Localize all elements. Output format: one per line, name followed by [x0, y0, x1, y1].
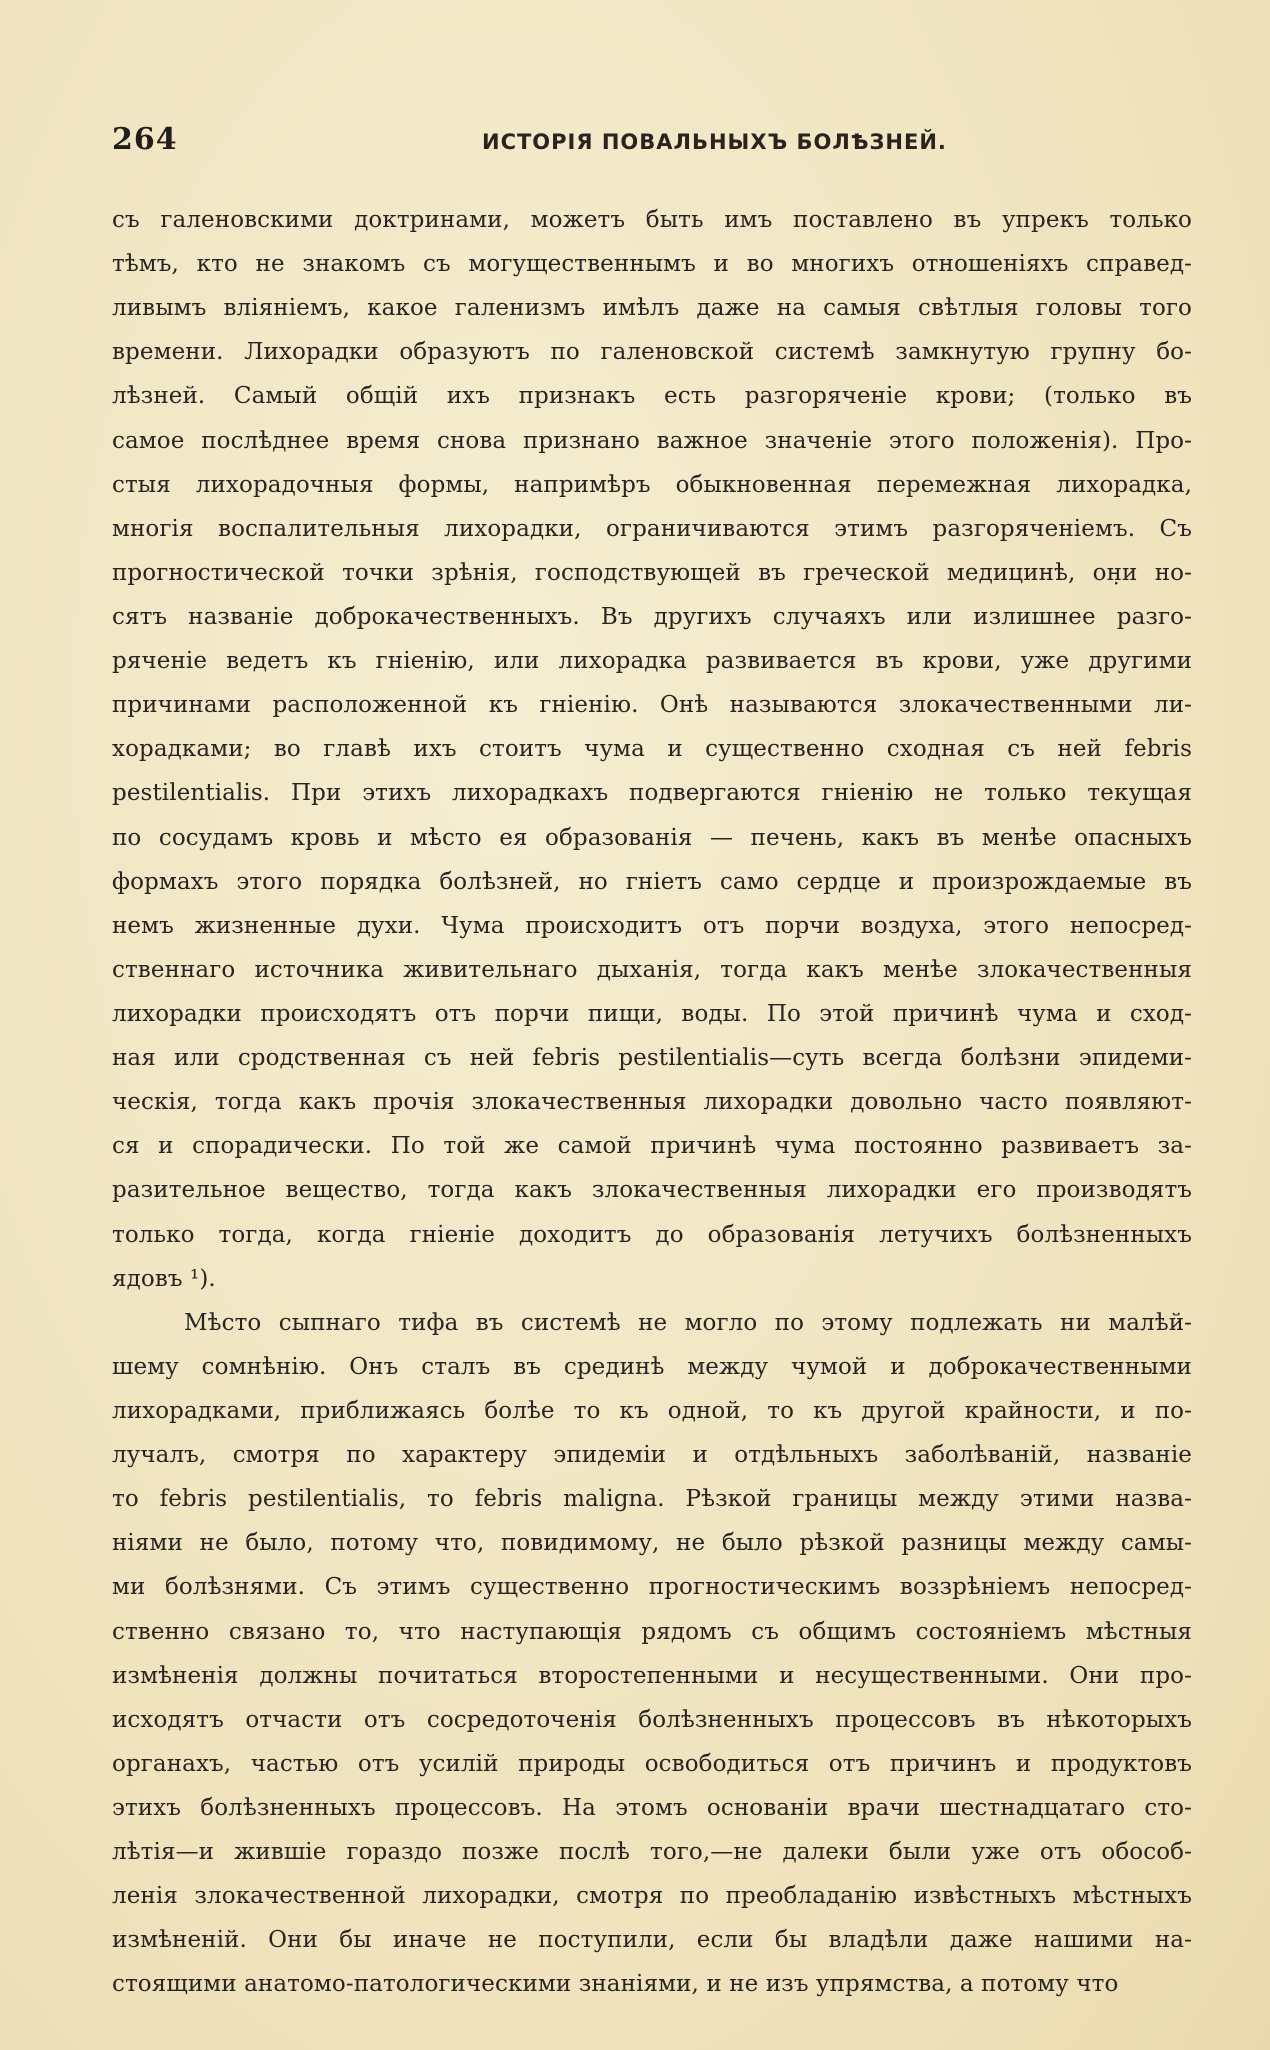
text-line: ряченіе ведетъ къ гніенію, или лихорадка развивается въ крови, уже другими: [112, 648, 1192, 675]
text-line: ядовъ ¹).: [112, 1265, 216, 1292]
text-line: лихорадки происходятъ отъ порчи пищи, воды. По этой причинѣ чума и сход-: [112, 1000, 1192, 1027]
text-line: ственнаго источника живительнаго дыханія, тогда какъ менѣе злокачественныя: [112, 956, 1192, 983]
text-line: шему сомнѣнію. Онъ сталъ въ срединѣ между чумой и доброкачественными: [112, 1353, 1192, 1380]
text-line: ная или сродственная съ ней febris pestilentialis—суть всегда болѣзни эпидеми-: [112, 1045, 1192, 1072]
text-line: лучалъ, смотря по характеру эпидеміи и отдѣльныхъ заболѣваній, названіе: [112, 1442, 1192, 1469]
running-title: ИСТОРІЯ ПОВАЛЬНЫХЪ БОЛѢЗНЕЙ.: [482, 130, 947, 154]
text-line: ніями не было, потому что, повидимому, не было рѣзкой разницы между самы-: [112, 1530, 1192, 1557]
text-line: ленія злокачественной лихорадки, смотря по преобладанію извѣстныхъ мѣстныхъ: [112, 1883, 1192, 1910]
text-line: лихорадками, приближаясь болѣе то къ одной, то къ другой крайности, и по-: [112, 1397, 1192, 1424]
text-line: сятъ названіе доброкачественныхъ. Въ другихъ случаяхъ или излишнее разго-: [112, 603, 1192, 630]
text-line: причинами расположенной къ гніенію. Онѣ называются злокачественными ли-: [112, 692, 1192, 719]
text-line: ми болѣзнями. Съ этимъ существенно прогностическимъ воззрѣніемъ непосред-: [112, 1574, 1192, 1601]
body-text: [112, 198, 1192, 2006]
page-header: [112, 122, 1192, 166]
text-line: разительное вещество, тогда какъ злокачественныя лихорадки его производятъ: [112, 1177, 1192, 1204]
text-line: исходятъ отчасти отъ сосредоточенія болѣзненныхъ процессовъ въ нѣкоторыхъ: [112, 1706, 1192, 1733]
text-line: формахъ этого порядка болѣзней, но гніетъ само сердце и произрождаемые въ: [112, 868, 1192, 895]
text-line: прогностической точки зрѣнія, господствующей въ греческой медицинѣ, он̣и но-: [112, 559, 1192, 586]
text-line: многія воспалительныя лихорадки, ограничиваются этимъ разгоряченіемъ. Съ: [112, 515, 1192, 542]
text-line: ческія, тогда какъ прочія злокачественныя лихорадки довольно часто появляют-: [112, 1089, 1192, 1116]
text-line: тѣмъ, кто не знакомъ съ могущественнымъ и во многихъ отношеніяхъ справед-: [112, 251, 1192, 278]
text-line: стыя лихорадочныя формы, напримѣръ обыкновенная перемежная лихорадка,: [112, 471, 1192, 498]
text-line: органахъ, частью отъ усилій природы освободиться отъ причинъ и продуктовъ: [112, 1750, 1192, 1777]
text-line: лѣзней. Самый общій ихъ признакъ есть разгоряченіе крови; (только въ: [112, 383, 1192, 410]
text-line: ливымъ вліяніемъ, какое галенизмъ имѣлъ даже на самыя свѣтлыя головы того: [112, 295, 1192, 322]
page-number: 264: [112, 122, 178, 157]
text-line: самое послѣднее время снова признано важное значеніе этого положенія). Про-: [112, 427, 1192, 454]
text-line: ственно связано то, что наступающія рядомъ съ общимъ состояніемъ мѣстныя: [112, 1618, 1192, 1645]
text-line: немъ жизненные духи. Чума происходитъ отъ порчи воздуха, этого непосред-: [112, 912, 1192, 939]
text-line: Мѣсто сыпнаго тифа въ системѣ не могло по этому подлежать ни малѣй-: [184, 1309, 1192, 1336]
text-line: лѣтія—и жившіе гораздо позже послѣ того,—не далеки были уже отъ обособ-: [112, 1839, 1192, 1866]
text-line: хорадками; во главѣ ихъ стоитъ чума и существенно сходная съ ней febris: [112, 736, 1192, 763]
text-line: только тогда, когда гніеніе доходитъ до образованія летучихъ болѣзненныхъ: [112, 1221, 1192, 1248]
text-line: этихъ болѣзненныхъ процессовъ. На этомъ основаніи врачи шестнадцатаго сто-: [112, 1794, 1192, 1821]
text-line: измѣненія должны почитаться второстепенными и несущественными. Они про-: [112, 1662, 1192, 1689]
text-line: измѣненій. Они бы иначе не поступили, если бы владѣли даже нашими на-: [112, 1927, 1192, 1954]
text-line: времени. Лихорадки образуютъ по галеновской системѣ замкнутую групну бо-: [112, 339, 1192, 366]
text-line: стоящими анатомо-патологическими знаніями, и не изъ упрямства, а потому что: [112, 1971, 1119, 1998]
text-line: по сосудамъ кровь и мѣсто ея образованія — печень, какъ въ менѣе опасныхъ: [112, 824, 1192, 851]
text-line: съ галеновскими доктринами, можетъ быть имъ поставлено въ упрекъ только: [112, 207, 1192, 233]
text-line: то febris pestilentialis, то febris maligna. Рѣзкой границы между этими назва-: [112, 1486, 1192, 1513]
text-line: pestilentialis. При этихъ лихорадкахъ подвергаются гніенію не только текущая: [112, 780, 1192, 807]
text-line: ся и спорадически. По той же самой причинѣ чума постоянно развиваетъ за-: [112, 1133, 1192, 1160]
